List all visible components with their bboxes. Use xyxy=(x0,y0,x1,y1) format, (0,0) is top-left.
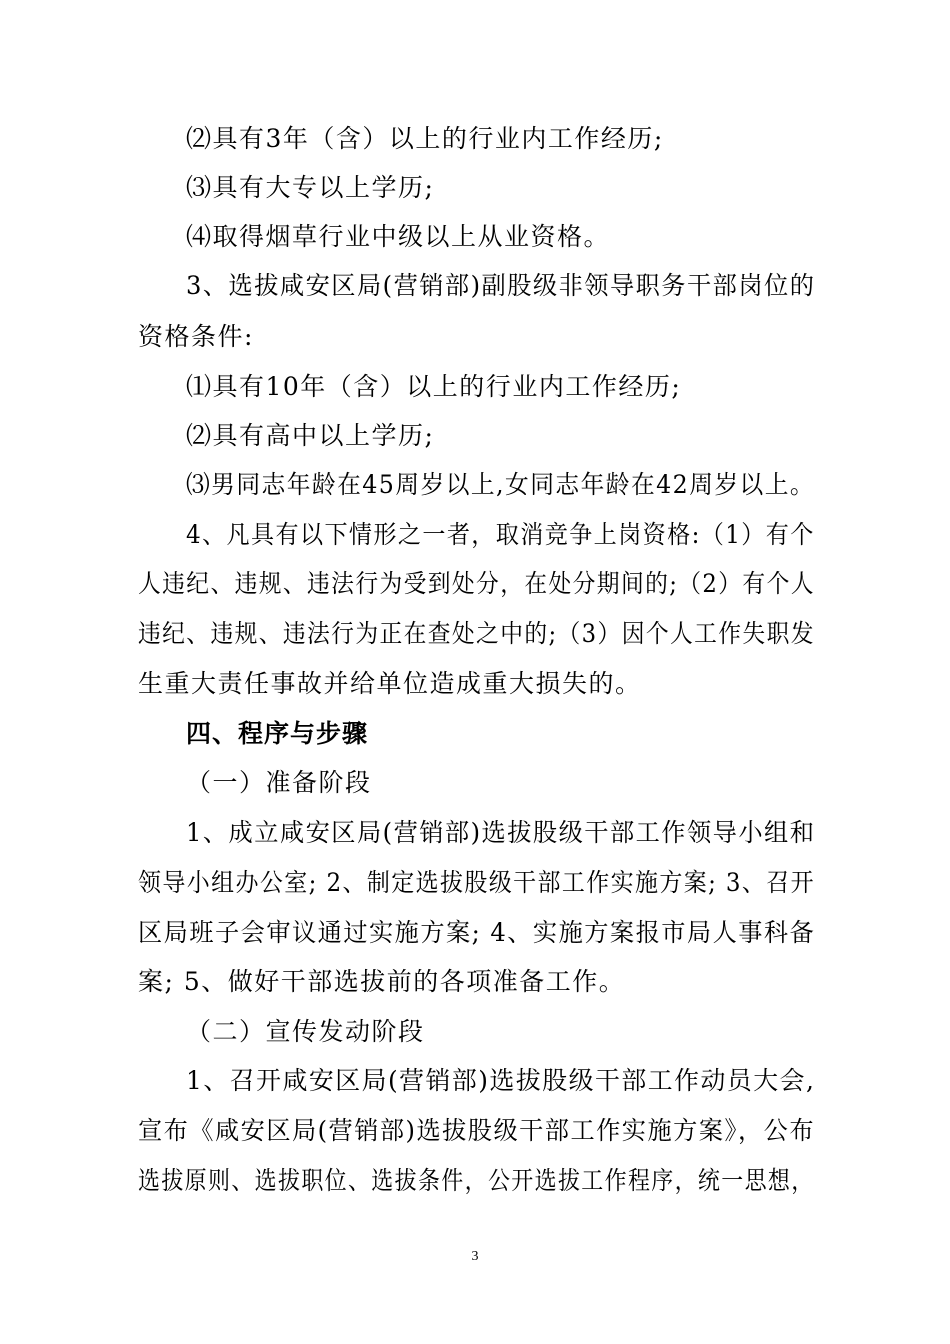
section-3-heading-line1: 3、选拔咸安区局(营销部)副股级非领导职务干部岗位的 xyxy=(186,271,816,300)
item-2-education: ⑵具有高中以上学历; xyxy=(186,421,435,450)
item-3-age: ⑶男同志年龄在45周岁以上,女同志年龄在42周岁以上。 xyxy=(186,470,816,499)
stage-2-paragraph-line2: 宣布《咸安区局(营销部)选拔股级干部工作实施方案》，公布 xyxy=(138,1116,815,1145)
section-4-paragraph-line1: 4、凡具有以下情形之一者，取消竞争上岗资格:（1）有个 xyxy=(186,520,815,549)
stage-1-heading: （一）准备阶段 xyxy=(186,768,372,797)
section-3-heading-line2: 资格条件: xyxy=(138,322,254,351)
stage-1-paragraph-line3: 区局班子会审议通过实施方案; 4、实施方案报市局人事科备 xyxy=(138,918,816,947)
stage-2-paragraph-line1: 1、召开咸安区局(营销部)选拔股级干部工作动员大会, xyxy=(186,1066,816,1095)
item-3-education: ⑶具有大专以上学历; xyxy=(186,173,435,202)
item-1-experience: ⑴具有10年（含）以上的行业内工作经历; xyxy=(186,372,682,401)
stage-2-heading: （二）宣传发动阶段 xyxy=(186,1017,425,1046)
stage-1-paragraph-line1: 1、成立咸安区局(营销部)选拔股级干部工作领导小组和 xyxy=(186,818,816,847)
section-4-paragraph-line2: 人违纪、违规、违法行为受到处分，在处分期间的;（2）有个人 xyxy=(138,569,815,598)
item-4-qualification: ⑷取得烟草行业中级以上从业资格。 xyxy=(186,222,611,251)
stage-1-paragraph-line2: 领导小组办公室; 2、制定选拔股级干部工作实施方案; 3、召开 xyxy=(138,868,816,897)
section-4-paragraph-line4: 生重大责任事故并给单位造成重大损失的。 xyxy=(138,669,642,698)
section-4-paragraph-line3: 违纪、违规、违法行为正在查处之中的;（3）因个人工作失职发 xyxy=(138,619,815,648)
item-2-experience: ⑵具有3年（含）以上的行业内工作经历; xyxy=(186,124,664,153)
stage-1-paragraph-line4: 案; 5、做好干部选拔前的各项准备工作。 xyxy=(138,967,626,996)
page-number: 3 xyxy=(471,1249,479,1264)
chapter-4-heading: 四、程序与步骤 xyxy=(186,719,369,748)
stage-2-paragraph-line3: 选拔原则、选拔职位、选拔条件，公开选拔工作程序，统一思想， xyxy=(138,1166,815,1195)
